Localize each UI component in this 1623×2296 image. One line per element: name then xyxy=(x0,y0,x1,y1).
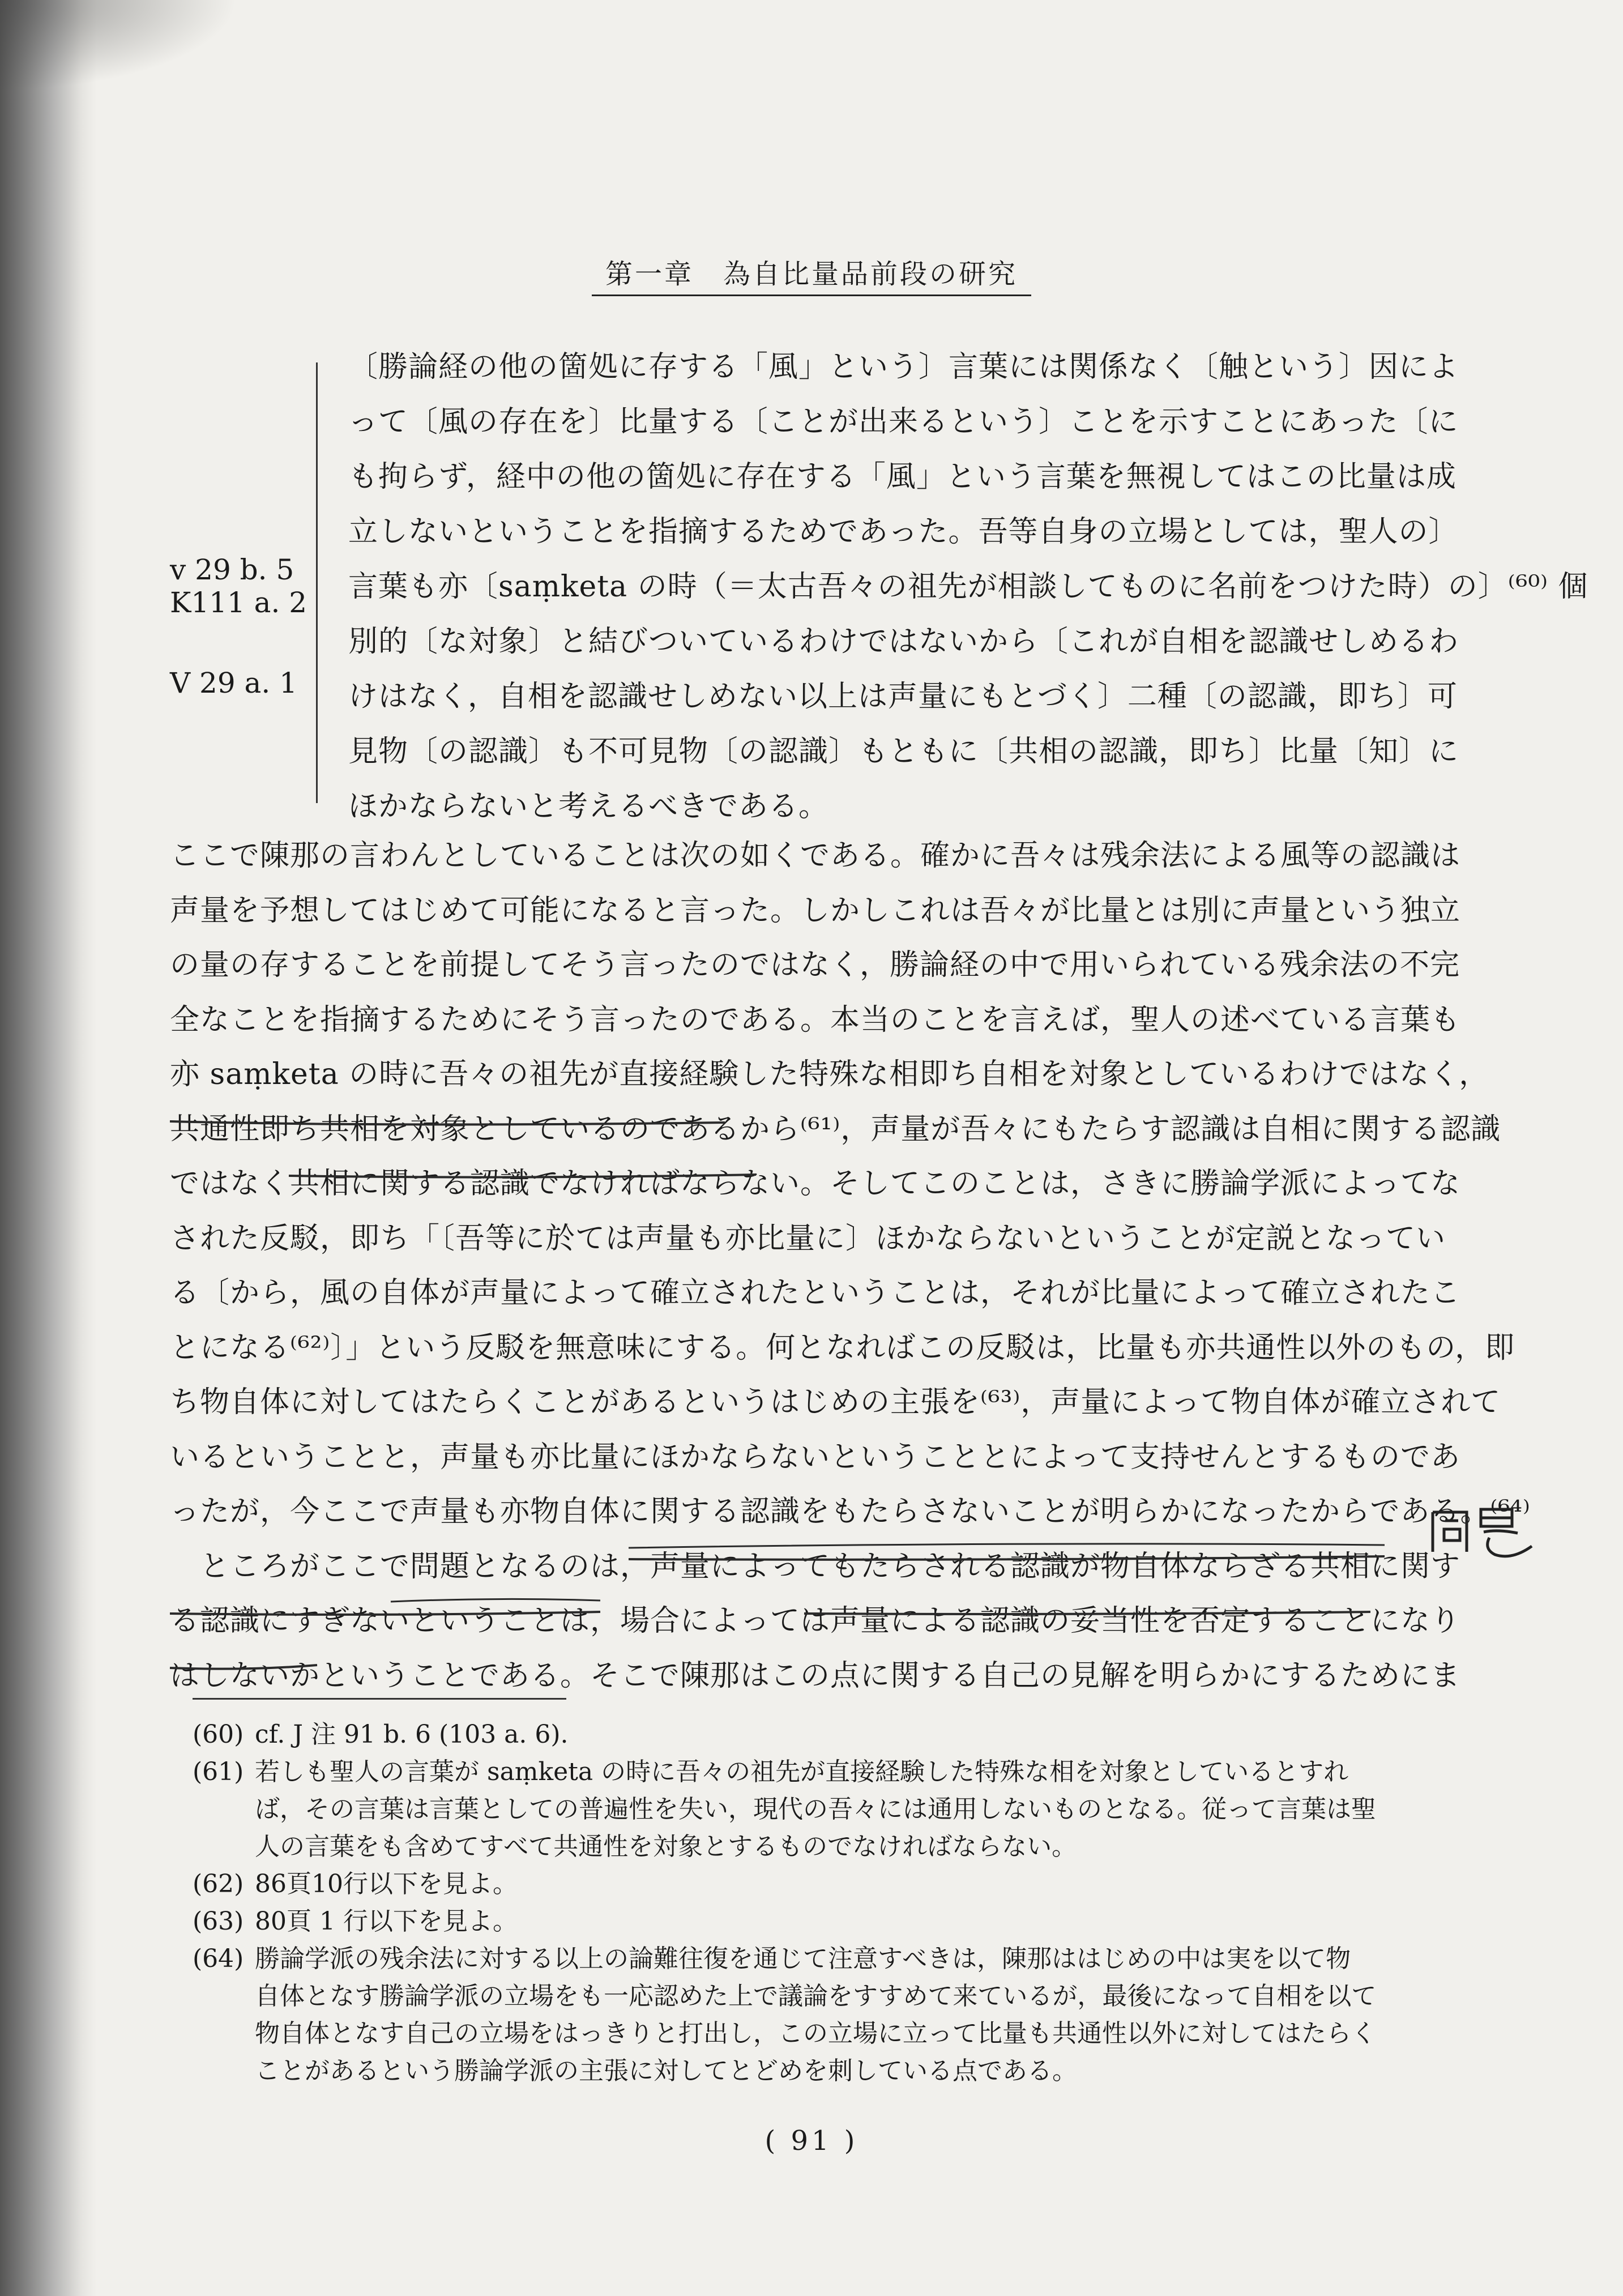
text-line: る〔から，風の自体が声量によって確立されたということは，それが比量によって確立されたこ xyxy=(170,1276,1461,1310)
page-number: ( 91 ) xyxy=(764,2125,859,2157)
text-line: 見物〔の認識〕も不可見物〔の認識〕もともに〔共相の認識，即ち〕比量〔知〕に xyxy=(348,735,1459,769)
footnote-line: ば，その言葉は言葉としての普遍性を失い，現代の吾々には通用しないものとなる。従って言葉は聖 xyxy=(255,1795,1376,1824)
text-line: ところがここで問題となるのは，声量によってもたらされる認識が物自体ならざる共相に関す xyxy=(170,1549,1461,1584)
text-line: 言葉も亦〔saṃketa の時（＝太古吾々の祖先が相談してものに名前をつけた時）の〕⁽⁶⁰⁾ 個 xyxy=(348,570,1588,604)
text-line: いるということと，声量も亦比量にほかならないということとによって支持せんとするものであ xyxy=(170,1440,1461,1474)
text-line: 亦 saṃketa の時に吾々の祖先が直接経験した特殊な相即ち自相を対象としているわけではなく， xyxy=(170,1057,1489,1091)
quote-bar xyxy=(316,362,318,803)
text-line: 〔勝論経の他の箇処に存する「風」という〕言葉には関係なく〔触という〕因によ xyxy=(348,350,1459,384)
text-line: けはなく，自相を認識せしめない以上は声量にもとづく〕二種〔の認識，即ち〕可 xyxy=(348,680,1458,714)
text-line: された反駁，即ち「〔吾等に於ては声量も亦比量に〕ほかならないということが定説となってい xyxy=(170,1221,1446,1256)
text-line: ったが，今ここで声量も亦物自体に関する認識をもたらさないことが明らかになったからである。⁽⁶⁴⁾ xyxy=(170,1495,1531,1529)
footnote-rule xyxy=(193,1698,566,1700)
text-line: 共通性即ち共相を対象としているのであるから⁽⁶¹⁾，声量が吾々にもたらす認識は自相に関する認識 xyxy=(170,1112,1501,1146)
margin-ref: V 29 a. 1 xyxy=(170,667,297,699)
footnote xyxy=(193,1940,1416,2090)
footnote xyxy=(193,1753,1416,1866)
footnote-number: (62) xyxy=(193,1870,244,1898)
footnotes xyxy=(193,1716,1416,2090)
footnote-text xyxy=(255,1940,1416,2090)
text-line: ではなく共相に関する認識でなければならない。そしてこのことは，さきに勝論学派によってな xyxy=(170,1167,1461,1201)
footnote-text xyxy=(255,1716,1416,1753)
text-line: も拘らず，経中の他の箇処に存在する「風」という言葉を無視してはこの比量は成 xyxy=(348,460,1457,494)
chapter-header xyxy=(0,252,1623,296)
footnote-line: 人の言葉をも含めてすべて共通性を対象とするものでなければならない。 xyxy=(255,1832,1077,1861)
text-line: ほかならないと考えるべきである。 xyxy=(348,789,829,823)
text-line: る認識にすぎないということは，場合によっては声量による認識の妥当性を否定することになり xyxy=(170,1604,1461,1638)
margin-ref: K111 a. 2 xyxy=(170,586,307,619)
text-line: はしないかということである。そこで陳那はこの点に関する自己の見解を明らかにするためにま xyxy=(170,1658,1461,1693)
footnote-text xyxy=(255,1866,1416,1903)
handwritten-note xyxy=(1427,1498,1540,1566)
footnote-number: (61) xyxy=(193,1757,244,1786)
footnote xyxy=(193,1866,1416,1903)
quoted-passage xyxy=(348,340,1588,834)
text-line: 声量を予想してはじめて可能になると言った。しかしこれは吾々が比量とは別に声量という独立 xyxy=(170,893,1461,928)
scan-shadow-left xyxy=(0,0,96,2296)
footnote-line: 若しも聖人の言葉が saṃketa の時に吾々の祖先が直接経験した特殊な相を対象としているとすれ xyxy=(255,1757,1349,1786)
text-line: ここで陳那の言わんとしていることは次の如くである。確かに吾々は残余法による風等の認識は xyxy=(170,839,1461,873)
footnote-line: 物自体となす自己の立場をはっきりと打出し，この立場に立って比量も共通性以外に対してはたらく xyxy=(255,2019,1376,2048)
text-line: って〔風の存在を〕比量する〔ことが出来るという〕ことを示すことにあった〔に xyxy=(348,405,1459,439)
footnote-text xyxy=(255,1753,1416,1866)
text-line: 別的〔な対象〕と結びついているわけではないから〔これが自相を認識せしめるわ xyxy=(348,625,1459,659)
footnote-number: (64) xyxy=(193,1944,244,1973)
scan-shadow-top xyxy=(0,0,238,91)
footnote xyxy=(193,1716,1416,1753)
text-line: ち物自体に対してはたらくことがあるというはじめの主張を⁽⁶³⁾，声量によって物自体が確立されて xyxy=(170,1385,1501,1419)
footnote-number: (60) xyxy=(193,1720,244,1749)
footnote-line: ことがあるという勝論学派の主張に対してとどめを刺している点である。 xyxy=(255,2056,1077,2085)
footnote-line: cf. J 注 91 b. 6 (103 a. 6). xyxy=(255,1720,569,1749)
footnote-line: 80頁 1 行以下を見よ。 xyxy=(255,1907,518,1936)
chapter-title: 第一章 為自比量品前段の研究 xyxy=(592,252,1031,296)
footnote-line: 自体となす勝論学派の立場をも一応認めた上で議論をすすめて来ているが，最後になって自相を以て xyxy=(255,1982,1377,2011)
margin-ref: v 29 b. 5 xyxy=(170,553,294,586)
text-line: 全なことを指摘するためにそう言ったのである。本当のことを言えば，聖人の述べている言葉も xyxy=(170,1002,1461,1037)
text-line: とになる⁽⁶²⁾〕」という反駁を無意味にする。何となればこの反駁は，比量も亦共通性以外のもの，即 xyxy=(170,1330,1515,1365)
main-text xyxy=(170,829,1531,1703)
footnote-text xyxy=(255,1903,1416,1940)
footnote-number: (63) xyxy=(193,1907,244,1936)
footnote xyxy=(193,1903,1416,1940)
footnote-line: 勝論学派の残余法に対する以上の論難往復を通じて注意すべきは，陳那ははじめの中は実を以て物 xyxy=(255,1944,1351,1973)
text-line: の量の存することを前提してそう言ったのではなく，勝論経の中で用いられている残余法の不完 xyxy=(170,948,1460,982)
footnote-line: 86頁10行以下を見よ。 xyxy=(255,1870,518,1898)
text-line: 立しないということを指摘するためであった。吾等自身の立場としては，聖人の〕 xyxy=(348,515,1459,549)
